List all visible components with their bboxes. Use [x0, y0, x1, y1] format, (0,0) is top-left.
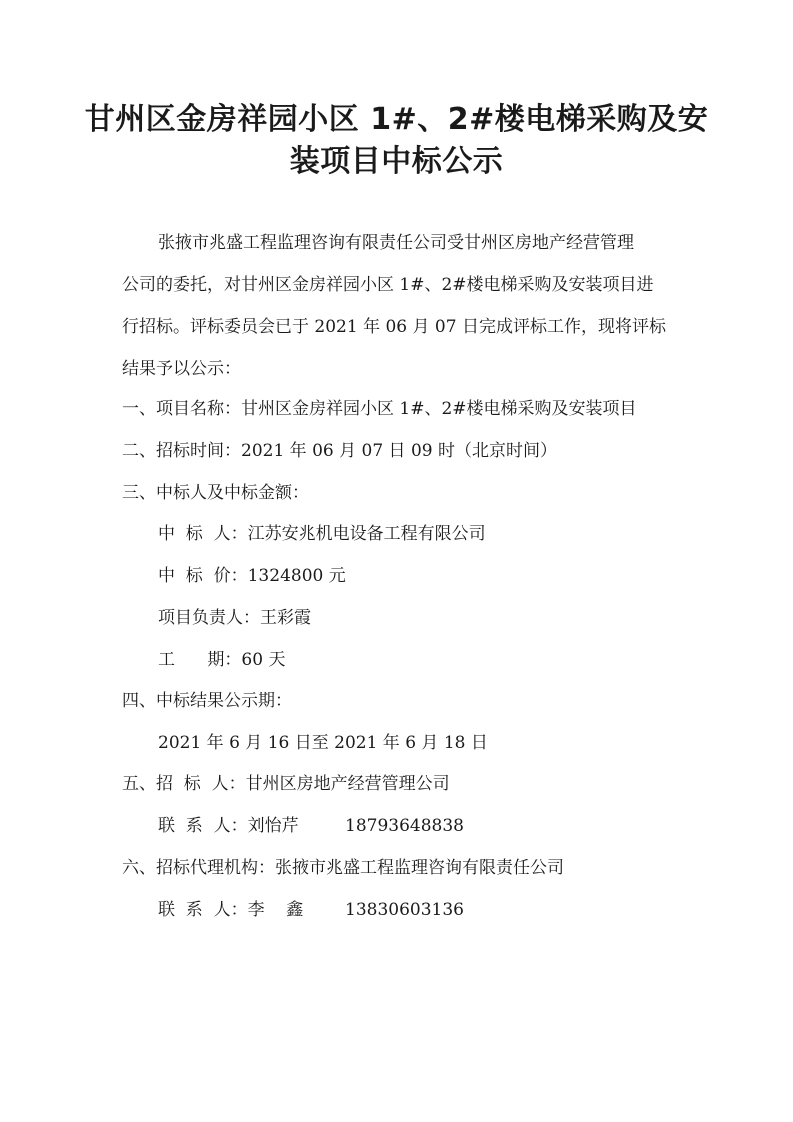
duration-line: 工 期：60 天	[158, 650, 286, 670]
intro-line-3: 行招标。评标委员会已于 2021 年 06 月 07 日完成评标工作，现将评标	[122, 317, 666, 337]
item-bid-time: 二、招标时间：2021 年 06 月 07 日 09 时（北京时间）	[122, 441, 557, 461]
title-line-1: 甘州区金房祥园小区 1#、2#楼电梯采购及安	[84, 102, 709, 137]
intro-line-1: 张掖市兆盛工程监理咨询有限责任公司受甘州区房地产经营管理	[158, 233, 634, 253]
publicity-period-line: 2021 年 6 月 16 日至 2021 年 6 月 18 日	[158, 733, 488, 753]
item-publicity-period-heading: 四、中标结果公示期：	[122, 691, 292, 711]
contact-1-label: 联 系 人：刘怡芹	[158, 816, 299, 836]
price-line: 中 标 价：1324800 元	[158, 566, 346, 586]
item-project-name: 一、项目名称：甘州区金房祥园小区 1#、2#楼电梯采购及安装项目	[122, 399, 637, 419]
intro-line-2: 公司的委托，对甘州区金房祥园小区 1#、2#楼电梯采购及安装项目进	[122, 275, 654, 295]
title-line-2: 装项目中标公示	[289, 144, 504, 179]
item-agency: 六、招标代理机构：张掖市兆盛工程监理咨询有限责任公司	[122, 858, 564, 878]
contact-2-label: 联 系 人：李 鑫	[158, 900, 304, 920]
intro-line-4: 结果予以公示：	[122, 359, 241, 379]
contact-2-phone: 13830603136	[345, 900, 464, 920]
item-winner-heading: 三、中标人及中标金额：	[122, 483, 309, 503]
contact-1-phone: 18793648838	[345, 816, 464, 836]
manager-line: 项目负责人：王彩霞	[158, 608, 311, 628]
winner-line: 中 标 人：江苏安兆机电设备工程有限公司	[158, 524, 486, 544]
item-tenderer: 五、招 标 人：甘州区房地产经营管理公司	[122, 774, 450, 794]
